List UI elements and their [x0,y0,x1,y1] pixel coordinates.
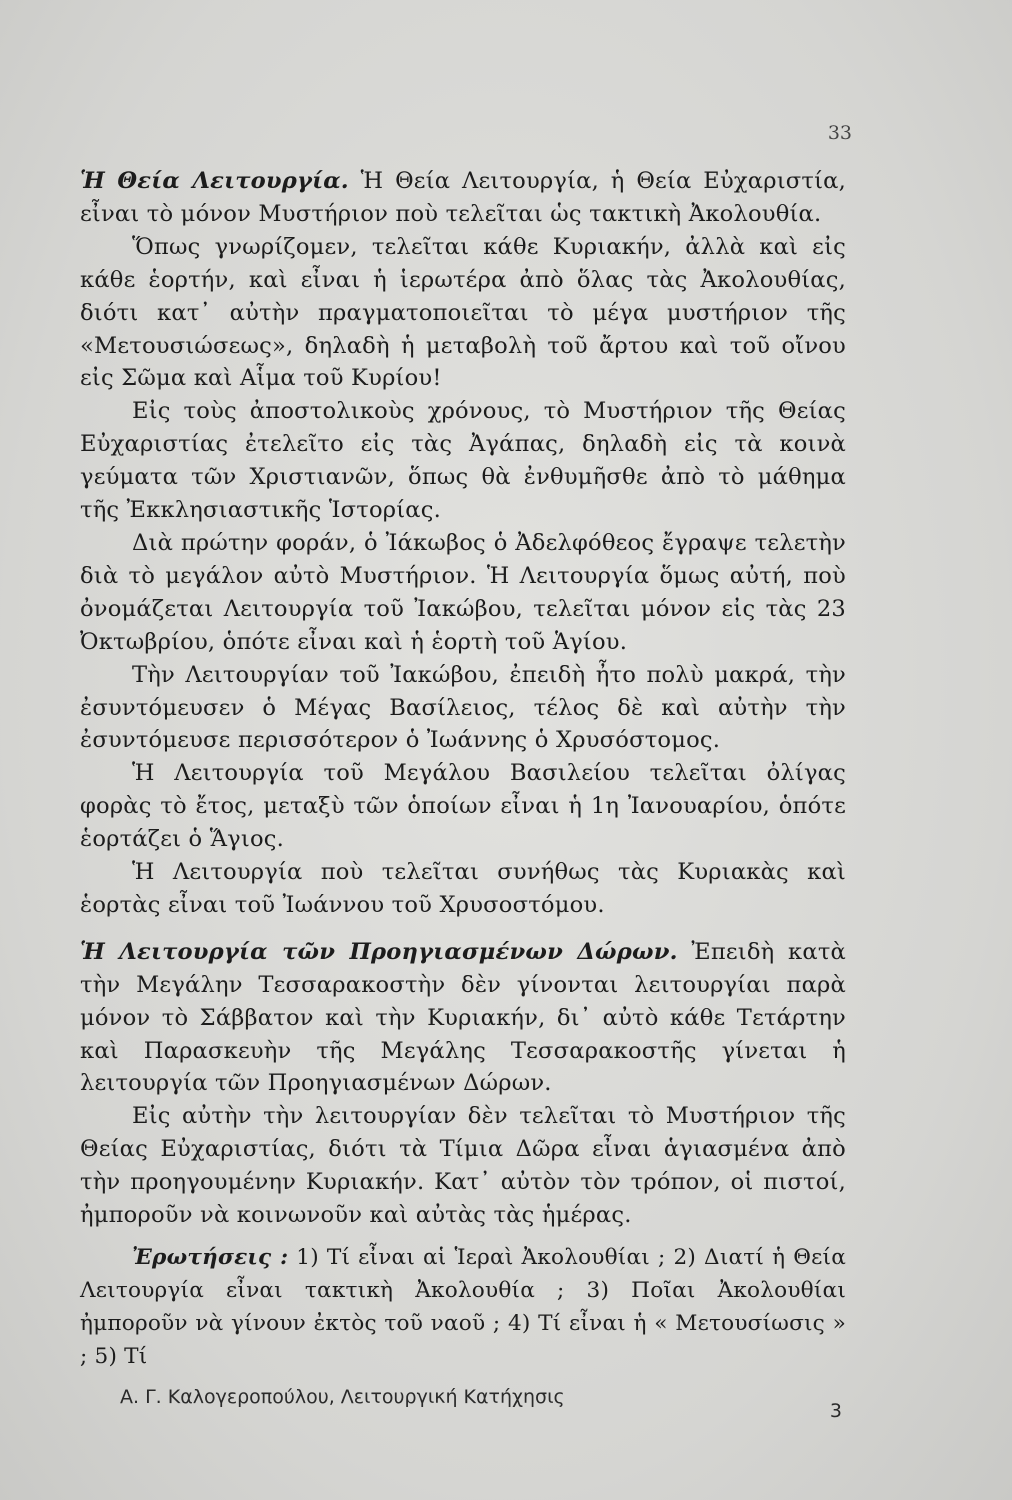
paragraph-3: Εἰς τοὺς ἀποστολικοὺς χρόνους, τὸ Μυστήριον τῆς Θείας Εὐχαριστίας ἐτελεῖτο εἰς τὰς Ἀγάπας, δηλαδὴ εἰς τὰ κοινὰ γεύματα τῶν Χριστιανῶν, ὅπως θὰ ἐνθυμῆσθε ἀπὸ τὸ μάθημα τῆς Ἐκκλησιαστικῆς Ἱστορίας. [80,398,846,524]
paragraph-2: Ὅπως γνωρίζομεν, τελεῖται κάθε Κυριακήν, ἀλλὰ καὶ εἰς κάθε ἑορτήν, καὶ εἶναι ἡ ἱερωτέρα ἀπὸ ὅλας τὰς Ἀκολουθίας, διότι κατ᾿ αὐτὴν πραγματοποιεῖται τὸ μέγα μυστήριον τῆς «Μετουσιώσεως», δηλαδὴ ἡ μεταβολὴ τοῦ ἄρτου καὶ τοῦ οἴνου εἰς Σῶμα καὶ Αἷμα τοῦ Κυρίου! [80,233,846,392]
paragraph-8: Ἡ Λειτουργία τῶν Προηγιασμένων Δώρων. Ἐπειδὴ κατὰ τὴν Μεγάλην Τεσσαρακοστὴν δὲν γίνονται λειτουργίαι παρὰ μόνον τὸ Σάββατον καὶ τὴν Κυριακήν, δι᾿ αὐτὸ κάθε Τετάρτην καὶ Παρασκευὴν τῆς Μεγάλης Τεσσαρακοστῆς γίνεται ἡ λειτουργία τῶν Προηγιασμένων Δώρων. [80,938,846,1097]
paragraph-6: Ἡ Λειτουργία τοῦ Μεγάλου Βασιλείου τελεῖται ὀλίγας φορὰς τὸ ἔτος, μεταξὺ τῶν ὁποίων εἶναι ἡ 1η Ἰανουαρίου, ὁπότε ἑορτάζει ὁ Ἅγιος. [80,760,846,853]
section-heading-presanctified: Ἡ Λειτουργία τῶν Προηγιασμένων Δώρων. [80,938,678,965]
paragraph-5: Τὴν Λειτουργίαν τοῦ Ἰακώβου, ἐπειδὴ ἦτο πολὺ μακρά, τὴν ἐσυντόμευσεν ὁ Μέγας Βασίλειος, τέλος δὲ καὶ αὐτὴν τὴν ἐσυντόμευσε περισσότερον ὁ Ἰωάννης ὁ Χρυσόστομος. [80,661,846,754]
questions-text: 1) Τί εἶναι αἱ Ἱεραὶ Ἀκολουθίαι ; 2) Διατί ἡ Θεία Λειτουργία εἶναι τακτικὴ Ἀκολουθία ; 3) Ποῖαι Ἀκολουθίαι ἠμποροῦν νὰ γίνουν ἐκτὸς τοῦ ναοῦ ; 4) Τί εἶναι ἡ « Μετουσίωσις » ; 5) Τί [80,1245,847,1369]
paragraph-7: Ἡ Λειτουργία ποὺ τελεῖται συνήθως τὰς Κυριακὰς καὶ ἑορτὰς εἶναι τοῦ Ἰωάννου τοῦ Χρυσοστόμου. [80,859,846,918]
questions-label: Ἐρωτήσεις : [132,1245,289,1270]
section-heading-liturgy: Ἡ Θεία Λειτουργία. [80,168,349,194]
footer-book-title: Α. Γ. Καλογεροπούλου, Λειτουργική Κατήχησις [120,1386,565,1408]
paragraph-1: Ἡ Θεία Λειτουργία. Ἡ Θεία Λειτουργία, ἡ Θεία Εὐχαριστία, εἶναι τὸ μόνον Μυστήριον ποὺ τελεῖται ὡς τακτικὴ Ἀκολουθία. [80,168,846,227]
page-number: 33 [827,122,852,144]
page-body [80,165,846,1374]
paragraph-9: Εἰς αὐτὴν τὴν λειτουργίαν δὲν τελεῖται τὸ Μυστήριον τῆς Θείας Εὐχαριστίας, διότι τὰ Τίμια Δῶρα εἶναι ἁγιασμένα ἀπὸ τὴν προηγουμένην Κυριακήν. Κατ᾿ αὐτὸν τὸν τρόπον, οἱ πιστοί, ἠμποροῦν νὰ κοινωνοῦν καὶ αὐτὰς τὰς ἡμέρας. [80,1103,846,1229]
page-footer [120,1386,842,1422]
paragraph-4: Διὰ πρώτην φοράν, ὁ Ἰάκωβος ὁ Ἀδελφόθεος ἔγραψε τελετὴν διὰ τὸ μεγάλον αὐτὸ Μυστήριον. Ἡ Λειτουργία ὅμως αὐτή, ποὺ ὀνομάζεται Λειτουργία τοῦ Ἰακώβου, τελεῖται μόνον εἰς τὰς 23 Ὀκτωβρίου, ὁπότε εἶναι καὶ ἡ ἑορτὴ τοῦ Ἁγίου. [80,529,846,655]
questions-paragraph [80,1242,846,1374]
signature-mark: 3 [829,1400,842,1422]
